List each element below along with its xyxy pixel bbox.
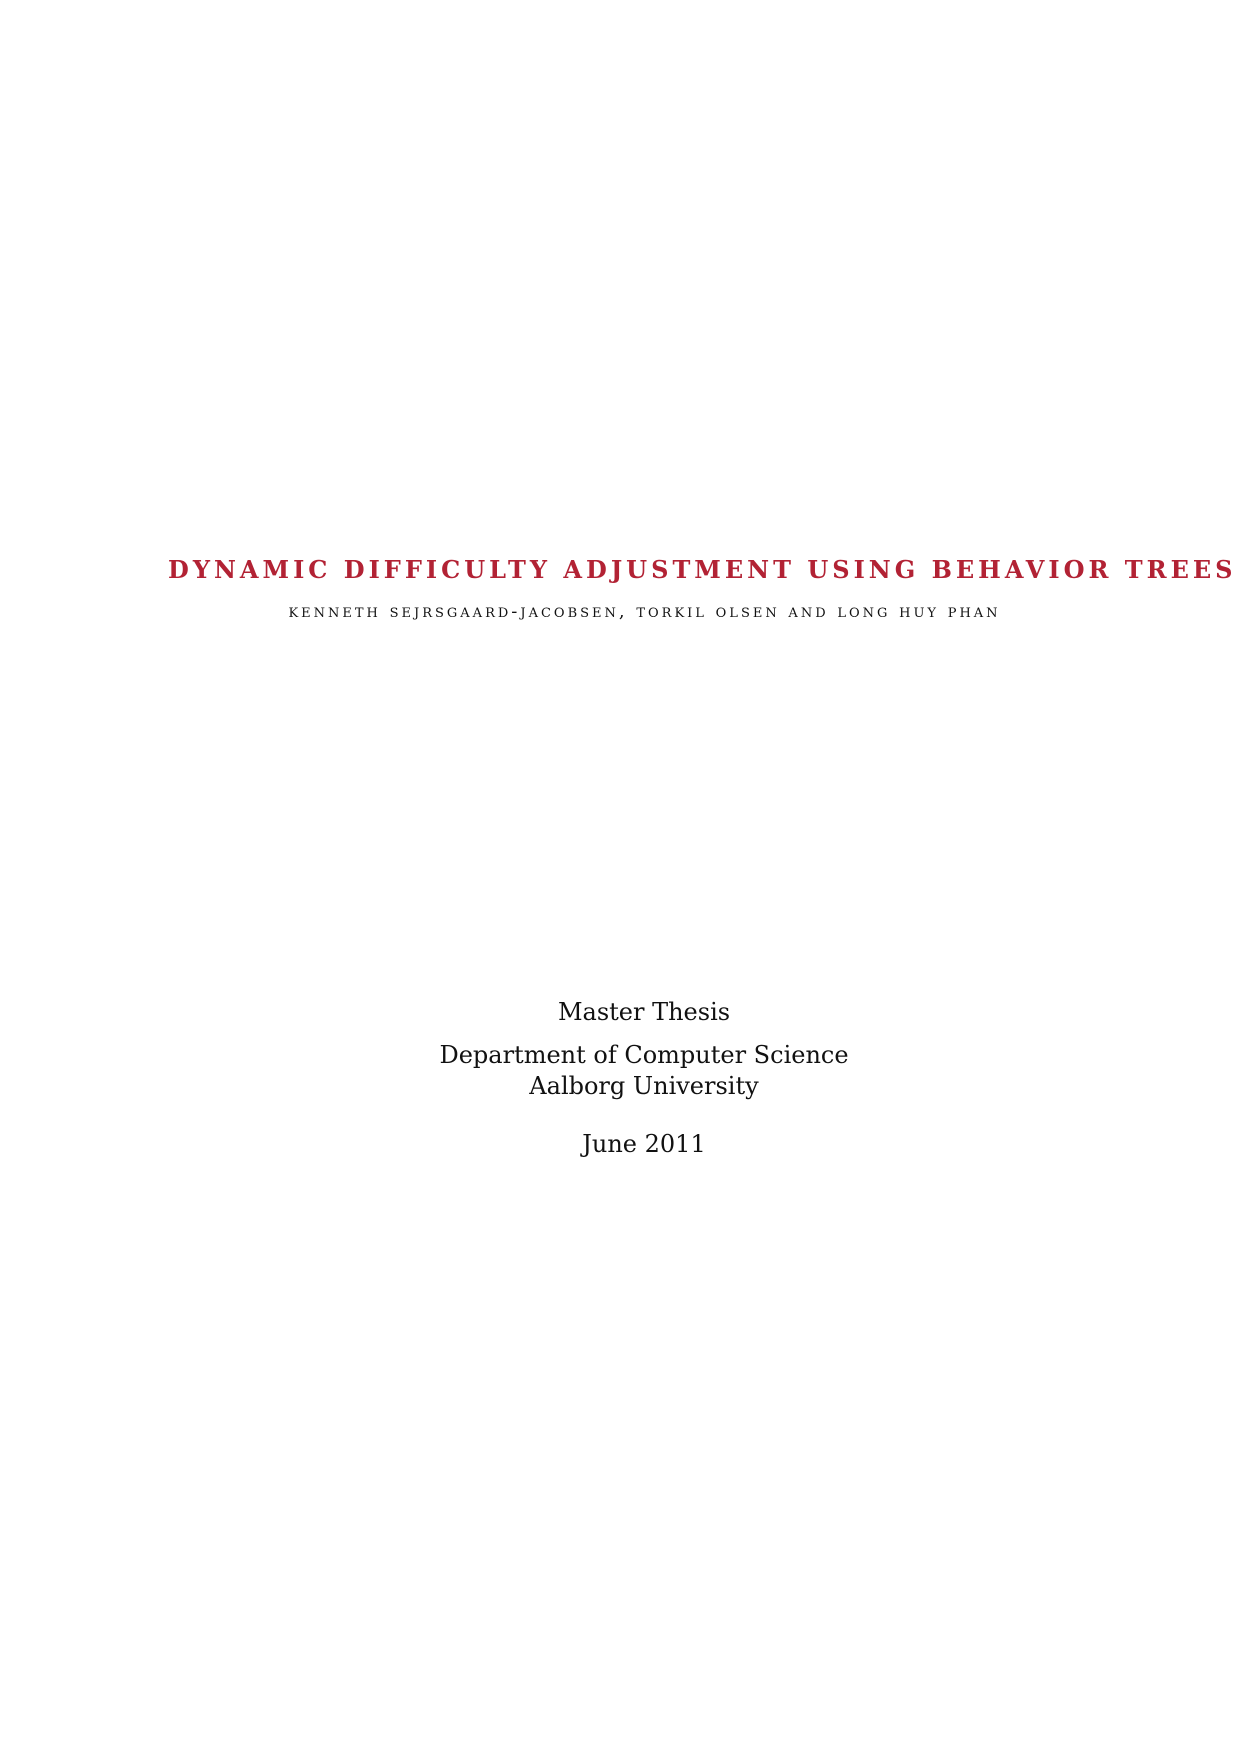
thesis-title: DYNAMIC DIFFICULTY ADJUSTMENT USING BEHAVIOR TREES — [168, 555, 1237, 585]
thesis-type: Master Thesis — [557, 998, 731, 1026]
department: Department of Computer Science — [439, 1041, 849, 1069]
university: Aalborg University — [529, 1072, 759, 1100]
author-list: kenneth sejrsgaard-jacobsen, torkil olsen and long huy phan — [288, 601, 1001, 622]
publication-date: June 2011 — [582, 1130, 706, 1158]
